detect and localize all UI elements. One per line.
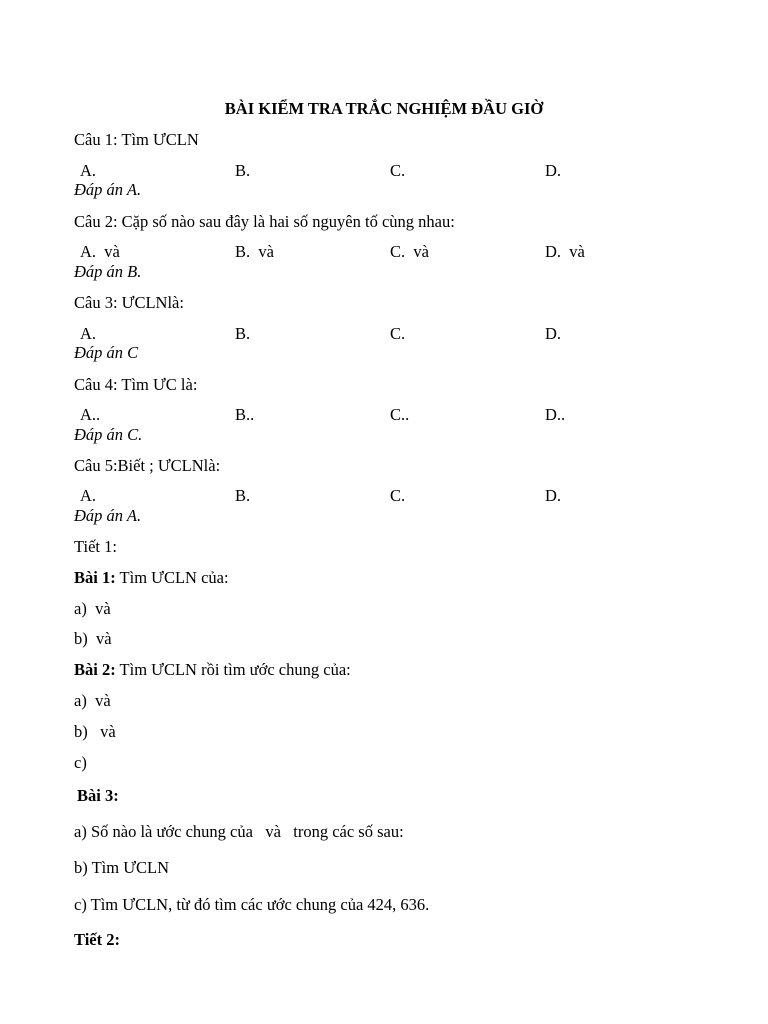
q4-option-b: B.. [235, 405, 255, 424]
exercise-1-item-b: b) và [74, 629, 112, 648]
q5-option-d: D. [545, 486, 562, 505]
q3-option-b: B. [235, 324, 251, 343]
q3-option-a: A. [80, 324, 97, 343]
question-3: Câu 3: ƯCLNlà: [74, 293, 184, 312]
q1-option-a: A. [80, 161, 97, 180]
q5-option-b: B. [235, 486, 251, 505]
section-tiet-2-label: Tiết 2: [74, 930, 120, 949]
section-tiet-1: Tiết 1: [74, 537, 117, 556]
q3-answer: Đáp án C [74, 343, 139, 362]
q3-option-d: D. [545, 324, 562, 343]
exercise-2-item-c: c) [74, 753, 87, 772]
exercise-3-item-c: c) Tìm ƯCLN, từ đó tìm các ước chung của 424, 636. [74, 895, 430, 914]
exercise-1-item-a: a) và [74, 599, 111, 618]
q2-option-d: D. và [545, 242, 585, 261]
page-title: BÀI KIỂM TRA TRẮC NGHIỆM ĐẦU GIỜ [224, 99, 544, 118]
exercise-2-heading [74, 660, 351, 680]
question-4: Câu 4: Tìm ƯC là: [74, 375, 198, 394]
q2-option-b: B. và [235, 242, 274, 261]
exercise-3-item-b: b) Tìm ƯCLN [74, 858, 169, 877]
exercise-3-item-a: a) Số nào là ước chung của và trong các số sau: [74, 822, 404, 841]
q2-answer: Đáp án B. [74, 262, 142, 281]
q4-option-d: D.. [545, 405, 566, 424]
q2-option-c: C. và [390, 242, 429, 261]
question-2: Câu 2: Cặp số nào sau đây là hai số nguyên tố cùng nhau: [74, 212, 455, 231]
q5-option-c: C. [390, 486, 406, 505]
q3-option-c: C. [390, 324, 406, 343]
question-1: Câu 1: Tìm ƯCLN [74, 130, 199, 149]
exercise-2-item-b: b) và [74, 722, 116, 741]
q4-answer: Đáp án C. [74, 425, 143, 444]
exercise-2-item-a: a) và [74, 691, 111, 710]
exercise-2-label: Bài 2: [74, 660, 116, 679]
exercise-3-label: Bài 3: [77, 786, 119, 805]
exercise-1-label: Bài 1: [74, 568, 116, 587]
q5-option-a: A. [80, 486, 97, 505]
q5-answer: Đáp án A. [74, 506, 142, 525]
exercise-2-text: Tìm ƯCLN rồi tìm ước chung của: [115, 660, 351, 679]
section-tiet-2 [74, 930, 120, 950]
exercise-1-text: Tìm ƯCLN của: [115, 568, 229, 587]
exercise-1-heading [74, 568, 229, 588]
q1-option-c: C. [390, 161, 406, 180]
q1-option-b: B. [235, 161, 251, 180]
q1-answer: Đáp án A. [74, 180, 142, 199]
q4-option-a: A.. [80, 405, 101, 424]
q1-option-d: D. [545, 161, 562, 180]
q4-option-c: C.. [390, 405, 410, 424]
q2-option-a: A. và [80, 242, 120, 261]
exercise-3-heading [77, 786, 119, 806]
question-5: Câu 5:Biết ; ƯCLNlà: [74, 456, 221, 475]
